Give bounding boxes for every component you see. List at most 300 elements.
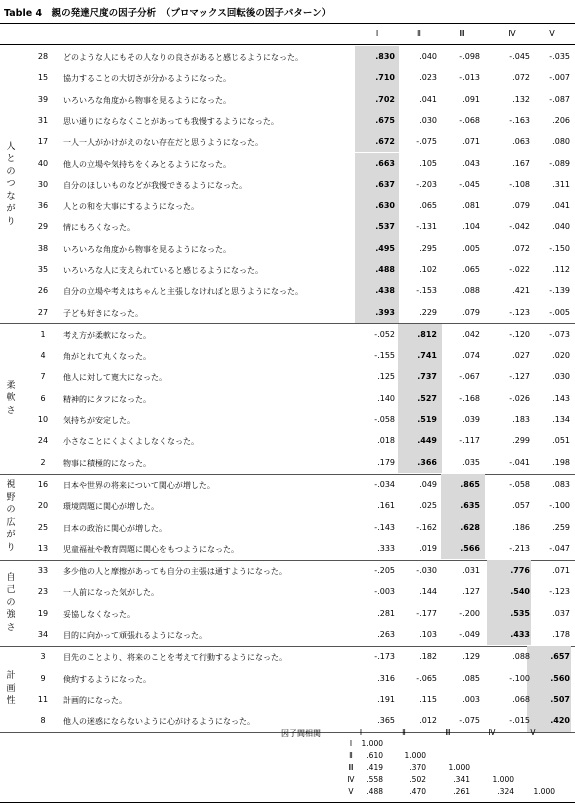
table-row (0, 195, 575, 216)
loading-value-2: -.162 (416, 522, 437, 532)
table-title: Table 4 親の発達尺度の因子分析 （プロマックス回転後の因子パターン） (4, 8, 332, 19)
loading-value-2: .040 (419, 52, 437, 61)
factor-group-label-char: の (6, 597, 16, 608)
loading-value-2: .144 (419, 587, 437, 597)
column-header-3: Ⅲ (459, 29, 465, 38)
item-text: 環境問題に関心が増した。 (63, 502, 159, 512)
loading-value-4: .027 (512, 351, 530, 361)
loading-value-2: -.203 (416, 179, 437, 189)
correlation-value: .324 (497, 787, 514, 796)
loading-value-5: -.150 (549, 243, 570, 253)
loading-value-4: -.041 (509, 457, 530, 467)
factor-group-label-char: 人 (6, 141, 16, 152)
loading-value-5: .020 (552, 351, 570, 361)
item-number: 39 (37, 94, 49, 104)
loading-value-3: .003 (462, 694, 480, 704)
factor-group-label-char: り (6, 216, 16, 227)
loading-value-2: .229 (419, 307, 437, 317)
factor-group-label-char: つ (6, 179, 16, 190)
loading-value-3: -.049 (459, 630, 480, 640)
loading-value-3: .065 (462, 265, 480, 274)
correlation-row (0, 763, 575, 774)
correlation-value: .370 (409, 763, 426, 772)
correlation-column-header: Ⅴ (530, 728, 536, 737)
correlation-row (0, 739, 575, 750)
table-row (0, 46, 575, 67)
loading-value-3: -.067 (459, 372, 480, 382)
loading-value-5: -.100 (549, 501, 570, 511)
correlation-row-label: Ⅲ (348, 763, 354, 772)
loading-value-1: .495 (375, 243, 395, 253)
item-number: 1 (40, 329, 46, 339)
loading-value-2: .041 (419, 94, 437, 104)
loading-value-1: .333 (377, 543, 395, 553)
loading-value-4: .421 (512, 286, 530, 296)
table-row (0, 430, 575, 451)
table-row (0, 560, 575, 581)
correlation-value: .488 (366, 787, 383, 796)
loading-value-3: .566 (460, 543, 480, 553)
loading-value-3: .042 (462, 329, 480, 339)
loading-value-5: .198 (552, 457, 570, 467)
loading-value-3: .865 (460, 480, 480, 489)
table-row (0, 517, 575, 538)
factor-group-label-char: さ (6, 405, 16, 416)
item-number: 30 (37, 179, 49, 189)
correlation-value: 1.000 (448, 763, 470, 772)
loading-value-3: .085 (462, 673, 480, 683)
factor-group (0, 560, 575, 645)
loading-value-3: -.098 (459, 52, 480, 61)
loading-value-1: -.173 (374, 652, 395, 662)
item-number: 38 (37, 243, 49, 253)
loading-value-1: .438 (375, 286, 395, 296)
item-text: 多少他の人と摩擦があっても自分の主張は通すようになった。 (63, 567, 287, 577)
item-number: 36 (37, 201, 49, 211)
loading-value-3: .071 (462, 137, 480, 147)
item-number: 11 (37, 694, 49, 704)
item-text: いろいろな角度から物事を見るようになった。 (63, 244, 231, 254)
item-text: 計画的になった。 (63, 695, 127, 705)
table-row (0, 538, 575, 559)
loading-value-2: .023 (419, 73, 437, 83)
loading-value-1: .675 (375, 115, 395, 125)
item-text: 思い通りにならなくことがあっても我慢するようになった。 (63, 116, 279, 126)
loading-value-5: .030 (552, 372, 570, 382)
correlation-column-header: Ⅱ (402, 728, 406, 737)
column-header-5: Ⅴ (549, 29, 555, 38)
correlation-row-label: Ⅳ (347, 775, 355, 784)
item-number: 31 (37, 115, 49, 125)
item-text: 目先のことより、将来のことを考えて行動するようになった。 (63, 653, 287, 663)
loading-value-2: .030 (419, 115, 437, 125)
loading-value-5: -.073 (549, 329, 570, 339)
correlation-row (0, 751, 575, 762)
item-text: 他人の迷惑にならないように心がけるようになった。 (63, 717, 255, 727)
item-number: 3 (40, 652, 46, 662)
item-number: 26 (37, 286, 49, 296)
item-number: 6 (40, 393, 46, 403)
correlation-column-header: Ⅳ (488, 728, 496, 737)
loading-value-4: .299 (512, 436, 530, 446)
loading-value-3: .635 (460, 501, 480, 511)
factor-group-label-char: の (6, 166, 16, 177)
loading-value-4: .167 (512, 158, 530, 168)
loading-value-5: .560 (550, 673, 570, 683)
loading-value-1: .637 (375, 179, 395, 189)
factor-group-label-char: 計 (6, 671, 16, 682)
table-row (0, 89, 575, 110)
correlation-row (0, 787, 575, 798)
correlation-value: .470 (409, 787, 426, 796)
loading-value-2: .025 (419, 501, 437, 511)
table-row (0, 259, 575, 280)
loading-value-5: .420 (550, 716, 570, 726)
loading-value-2: -.075 (416, 137, 437, 147)
loading-value-1: .830 (375, 52, 395, 61)
loading-value-1: .018 (377, 436, 395, 446)
loading-value-3: .005 (462, 243, 480, 253)
item-number: 28 (37, 52, 49, 61)
loading-value-1: .281 (377, 608, 395, 618)
loading-value-1: .663 (375, 158, 395, 168)
loading-value-5: .507 (550, 694, 570, 704)
table-row (0, 668, 575, 689)
factor-group-label-char: 野 (6, 492, 16, 503)
loading-value-5: -.139 (549, 286, 570, 296)
factor-group-label-char: の (6, 505, 16, 516)
table-row (0, 67, 575, 88)
item-number: 13 (37, 543, 49, 553)
loading-value-2: .295 (419, 243, 437, 253)
factor-correlation-title: 因子間相関 (281, 729, 321, 738)
loading-value-4: .068 (512, 694, 530, 704)
loading-value-5: .071 (552, 566, 570, 576)
loading-value-2: .115 (419, 694, 437, 704)
table-row (0, 216, 575, 237)
loading-value-5: -.087 (549, 94, 570, 104)
item-text: 児童福祉や教育問題に関心をもつようになった。 (63, 544, 239, 554)
correlation-column-header: Ⅲ (445, 728, 451, 737)
loading-value-3: .088 (462, 286, 480, 296)
loading-value-2: .527 (417, 393, 437, 403)
loading-value-1: -.058 (374, 415, 395, 425)
item-number: 35 (37, 265, 49, 274)
item-number: 29 (37, 222, 49, 232)
table-row (0, 409, 575, 430)
factor-group-label-char: が (6, 204, 16, 215)
loading-value-1: -.143 (374, 522, 395, 532)
loading-value-1: -.034 (374, 480, 395, 489)
correlation-value: .341 (453, 775, 470, 784)
table-row (0, 238, 575, 259)
item-text: いろいろな人に支えられていると感じるようになった。 (63, 266, 263, 275)
loading-value-2: .737 (417, 372, 437, 382)
table-row (0, 366, 575, 387)
factor-group-label-char: 強 (6, 610, 16, 621)
loading-value-5: .657 (550, 652, 570, 662)
loading-value-3: .091 (462, 94, 480, 104)
header-rule (0, 44, 575, 45)
loading-value-1: .672 (375, 137, 395, 147)
loading-value-3: -.168 (459, 393, 480, 403)
loading-value-2: -.030 (416, 566, 437, 576)
loading-value-1: -.003 (374, 587, 395, 597)
loading-value-3: -.117 (459, 436, 480, 446)
factor-group-label-char: 己 (6, 585, 16, 596)
factor-correlation-block (0, 725, 575, 803)
loading-value-5: .143 (552, 393, 570, 403)
loading-value-1: .710 (375, 73, 395, 83)
factor-group (0, 474, 575, 559)
loading-value-2: .102 (419, 265, 437, 274)
loading-value-5: .037 (552, 608, 570, 618)
loading-value-4: -.015 (509, 716, 530, 726)
item-text: 協力することの大切さが分かるようになった。 (63, 74, 231, 84)
correlation-value: 1.000 (404, 751, 426, 760)
table-row (0, 324, 575, 345)
column-header-4: Ⅳ (508, 29, 516, 38)
loading-value-4: .079 (512, 201, 530, 211)
item-number: 9 (40, 673, 46, 683)
factor-group-label-char: な (6, 191, 16, 202)
loading-value-1: .702 (375, 94, 395, 104)
item-text: 他人の立場や気持ちをくみとるようになった。 (63, 159, 231, 169)
loading-value-1: -.155 (374, 351, 395, 361)
item-text: 目的に向かって頑張れるようになった。 (63, 631, 207, 641)
loading-value-4: .433 (510, 630, 530, 640)
loading-value-3: -.045 (459, 179, 480, 189)
loading-value-3: .039 (462, 415, 480, 425)
item-number: 34 (37, 630, 49, 640)
loading-value-3: -.200 (459, 608, 480, 618)
loading-value-4: -.120 (509, 329, 530, 339)
loading-value-2: .812 (417, 329, 437, 339)
loading-value-4: .072 (512, 73, 530, 83)
loading-value-3: -.013 (459, 73, 480, 83)
factor-group-label-char: 軟 (6, 393, 16, 404)
item-number: 24 (37, 436, 49, 446)
loading-value-1: .393 (375, 307, 395, 317)
loading-value-2: .105 (419, 158, 437, 168)
loading-value-2: -.177 (416, 608, 437, 618)
loading-value-1: .537 (375, 222, 395, 232)
item-number: 27 (37, 307, 49, 317)
loading-value-3: .079 (462, 307, 480, 317)
loading-value-4: -.213 (509, 543, 530, 553)
loading-value-3: -.068 (459, 115, 480, 125)
loading-value-4: -.100 (509, 673, 530, 683)
table-row (0, 603, 575, 624)
item-number: 4 (40, 351, 46, 361)
correlation-column-header: Ⅰ (359, 728, 363, 737)
loading-value-1: .263 (377, 630, 395, 640)
loading-value-4: .535 (510, 608, 530, 618)
item-text: 角がとれて丸くなった。 (63, 352, 151, 362)
loading-value-1: -.205 (374, 566, 395, 576)
correlation-value: .558 (366, 775, 383, 784)
item-number: 2 (40, 457, 46, 467)
column-header-row (0, 24, 575, 44)
item-text: 自分のほしいものなどが我慢できるようになった。 (63, 180, 247, 190)
loading-value-2: -.131 (416, 222, 437, 232)
factor-group-label-char: 柔 (6, 380, 16, 391)
factor-group-label-char: 視 (6, 480, 16, 491)
loading-value-3: .035 (462, 457, 480, 467)
factor-group-label-char: 画 (6, 683, 16, 694)
correlation-value: 1.000 (361, 739, 383, 748)
factor-group (0, 646, 575, 731)
loading-value-4: .088 (512, 652, 530, 662)
loading-value-5: -.035 (549, 52, 570, 61)
loading-value-1: .191 (377, 694, 395, 704)
factor-group-label-char: が (6, 530, 16, 541)
item-text: 妥協しなくなった。 (63, 609, 135, 619)
item-number: 15 (37, 73, 49, 83)
loading-value-2: .449 (417, 436, 437, 446)
loading-value-5: -.005 (549, 307, 570, 317)
loading-value-2: .519 (417, 415, 437, 425)
loading-value-3: .074 (462, 351, 480, 361)
loading-value-3: .031 (462, 566, 480, 576)
loading-value-1: .179 (377, 457, 395, 467)
item-text: 小さなことにくよくよしなくなった。 (63, 437, 199, 447)
loading-value-1: .125 (377, 372, 395, 382)
item-text: 他人に対して寛大になった。 (63, 373, 167, 383)
item-text: 自分の立場や考えはちゃんと主張しなければと思うようになった。 (63, 287, 303, 297)
loading-value-4: -.108 (509, 179, 530, 189)
item-text: どのような人にもその人なりの良さがあると感じるようになった。 (63, 53, 303, 62)
loading-value-4: -.042 (509, 222, 530, 232)
item-number: 7 (40, 372, 46, 382)
item-text: 日本の政治に関心が増した。 (63, 523, 167, 533)
loading-value-5: .206 (552, 115, 570, 125)
table-row (0, 646, 575, 667)
loading-value-4: .776 (510, 566, 530, 576)
item-text: 物事に積極的になった。 (63, 458, 151, 468)
loading-value-5: .080 (552, 137, 570, 147)
loading-value-2: .049 (419, 480, 437, 489)
correlation-row-label: Ⅱ (349, 751, 353, 760)
item-text: いろいろな角度から物事を見るようになった。 (63, 95, 231, 105)
factor-group (0, 46, 575, 323)
correlation-value: .419 (366, 763, 383, 772)
factor-group-label-char: 性 (6, 696, 16, 707)
loading-value-4: .186 (512, 522, 530, 532)
loading-value-5: -.007 (549, 73, 570, 83)
loading-value-3: .628 (460, 522, 480, 532)
loading-value-4: -.026 (509, 393, 530, 403)
item-text: 倹約するようになった。 (63, 674, 151, 684)
correlation-value: .610 (366, 751, 383, 760)
correlation-row-label: Ⅴ (348, 787, 354, 796)
bottom-rule (0, 802, 575, 803)
table-row (0, 452, 575, 473)
correlation-row-label: Ⅰ (349, 739, 353, 748)
factor-group-label-char: 広 (6, 517, 16, 528)
loading-value-3: .043 (462, 158, 480, 168)
correlation-row (0, 775, 575, 786)
item-number: 20 (37, 501, 49, 511)
loading-value-3: -.075 (459, 716, 480, 726)
loading-value-4: -.127 (509, 372, 530, 382)
factor-group-label-char: 自 (6, 572, 16, 583)
loading-value-1: .140 (377, 393, 395, 403)
item-text: 日本や世界の将来について関心が増した。 (63, 481, 215, 490)
loading-value-5: .041 (552, 201, 570, 211)
item-number: 8 (40, 716, 46, 726)
loading-value-2: .741 (417, 351, 437, 361)
loading-value-5: .178 (552, 630, 570, 640)
loading-value-5: .311 (552, 179, 570, 189)
loading-value-2: .065 (419, 201, 437, 211)
table-row (0, 474, 575, 495)
item-text: 気持ちが安定した。 (63, 416, 135, 426)
loading-value-1: .488 (375, 265, 395, 274)
column-header-2: Ⅱ (417, 29, 421, 38)
loading-value-4: -.123 (509, 307, 530, 317)
item-number: 17 (37, 137, 49, 147)
loading-value-5: -.123 (549, 587, 570, 597)
table-row (0, 345, 575, 366)
loading-value-5: -.089 (549, 158, 570, 168)
loading-value-4: .057 (512, 501, 530, 511)
correlation-value: 1.000 (533, 787, 555, 796)
loading-value-5: .112 (552, 265, 570, 274)
item-number: 40 (37, 158, 49, 168)
loading-value-4: -.163 (509, 115, 530, 125)
loading-value-2: -.153 (416, 286, 437, 296)
loading-value-1: -.052 (374, 329, 395, 339)
item-text: 考え方が柔軟になった。 (63, 330, 151, 340)
item-number: 19 (37, 608, 49, 618)
column-header-1: Ⅰ (375, 29, 379, 38)
loading-value-5: .134 (552, 415, 570, 425)
item-text: 一人前になった気がした。 (63, 588, 159, 598)
table-row (0, 581, 575, 602)
item-text: 情にもろくなった。 (63, 223, 135, 233)
loading-value-2: .012 (419, 716, 437, 726)
factor-group (0, 324, 575, 473)
table-row (0, 302, 575, 323)
loading-value-3: .129 (462, 652, 480, 662)
table-row (0, 280, 575, 301)
table-row (0, 624, 575, 645)
item-number: 23 (37, 587, 49, 597)
item-number: 33 (37, 566, 49, 576)
correlation-value: .261 (453, 787, 470, 796)
loading-value-1: .365 (377, 716, 395, 726)
factor-group-label-char: り (6, 542, 16, 553)
table-row (0, 388, 575, 409)
factor-group-label-char: と (6, 154, 16, 165)
loading-value-5: .259 (552, 522, 570, 532)
correlation-header-row (0, 728, 575, 739)
correlation-value: .502 (409, 775, 426, 784)
item-number: 10 (37, 415, 49, 425)
loading-value-1: .630 (375, 201, 395, 211)
item-number: 25 (37, 522, 49, 532)
loading-value-4: .183 (512, 415, 530, 425)
item-text: 子ども好きになった。 (63, 308, 143, 318)
loading-value-4: -.045 (509, 52, 530, 61)
loading-value-4: .540 (510, 587, 530, 597)
loading-value-1: .316 (377, 673, 395, 683)
loading-value-2: .019 (419, 543, 437, 553)
table-row (0, 153, 575, 174)
loading-value-2: -.065 (416, 673, 437, 683)
item-text: 精神的にタフになった。 (63, 394, 151, 404)
